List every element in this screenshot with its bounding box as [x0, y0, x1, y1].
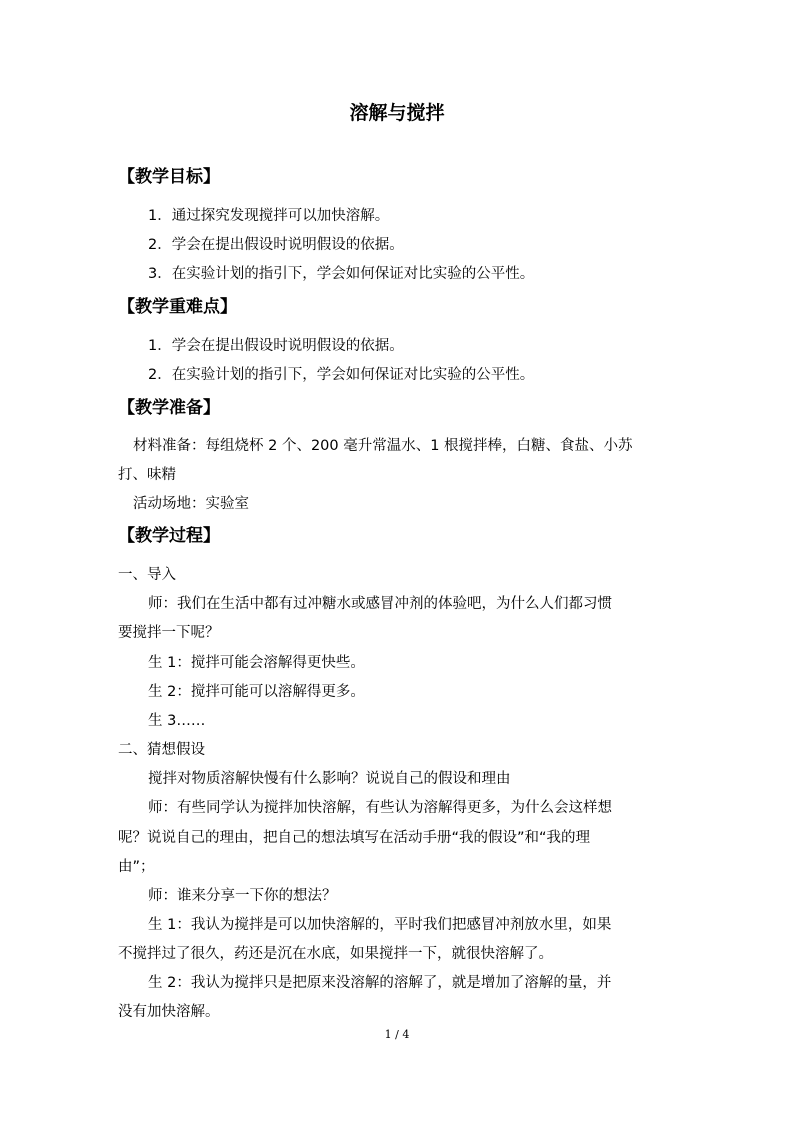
process-line: 师：谁来分享一下你的想法？	[148, 888, 337, 904]
key-point-2: 2．在实验计划的指引下，学会如何保证对比实验的公平性。	[148, 367, 535, 383]
process-line: 生 1：我认为搅拌是可以加快溶解的，平时我们把感冒冲剂放水里，如果	[148, 917, 612, 933]
process-line: 生 2：我认为搅拌只是把原来没溶解的溶解了，就是增加了溶解的量，并	[148, 975, 612, 991]
page-number: 1 / 4	[384, 1028, 410, 1041]
process-line: 二、猜想假设	[118, 742, 205, 758]
goal-item-3: 3．在实验计划的指引下，学会如何保证对比实验的公平性。	[148, 266, 535, 282]
heading-process: 【教学过程】	[118, 526, 220, 546]
heading-teaching-goals: 【教学目标】	[118, 167, 220, 187]
process-line: 生 1：搅拌可能会溶解得更快些。	[148, 655, 365, 671]
process-line: 师：有些同学认为搅拌加快溶解，有些认为溶解得更多，为什么会这样想	[148, 800, 612, 816]
process-line: 搅拌对物质溶解快慢有什么影响？说说自己的假设和理由	[148, 771, 511, 787]
process-line: 生 3……	[148, 713, 206, 729]
process-line: 不搅拌过了很久，药还是沉在水底，如果搅拌一下，就很快溶解了。	[118, 946, 553, 962]
heading-preparation: 【教学准备】	[118, 398, 220, 418]
process-line: 由”；	[118, 859, 155, 875]
process-line: 一、导入	[118, 567, 176, 583]
goal-item-2: 2．学会在提出假设时说明假设的依据。	[148, 237, 404, 253]
heading-key-points: 【教学重难点】	[118, 297, 237, 317]
process-line: 要搅拌一下呢？	[118, 625, 220, 641]
prep-materials-line-1: 材料准备：每组烧杯 2 个、200 毫升常温水、1 根搅拌棒，白糖、食盐、小苏	[133, 438, 633, 454]
process-line: 没有加快溶解。	[118, 1004, 220, 1020]
document-title: 溶解与搅拌	[349, 102, 445, 124]
process-line: 生 2：搅拌可能可以溶解得更多。	[148, 684, 365, 700]
goal-item-1: 1．通过探究发现搅拌可以加快溶解。	[148, 208, 390, 224]
prep-materials-line-2: 打、味精	[118, 467, 176, 483]
process-line: 呢？说说自己的理由，把自己的想法填写在活动手册“我的假设”和“我的理	[118, 830, 591, 846]
prep-venue: 活动场地：实验室	[133, 496, 249, 512]
key-point-1: 1．学会在提出假设时说明假设的依据。	[148, 338, 404, 354]
process-line: 师：我们在生活中都有过冲糖水或感冒冲剂的体验吧，为什么人们都习惯	[148, 596, 612, 612]
